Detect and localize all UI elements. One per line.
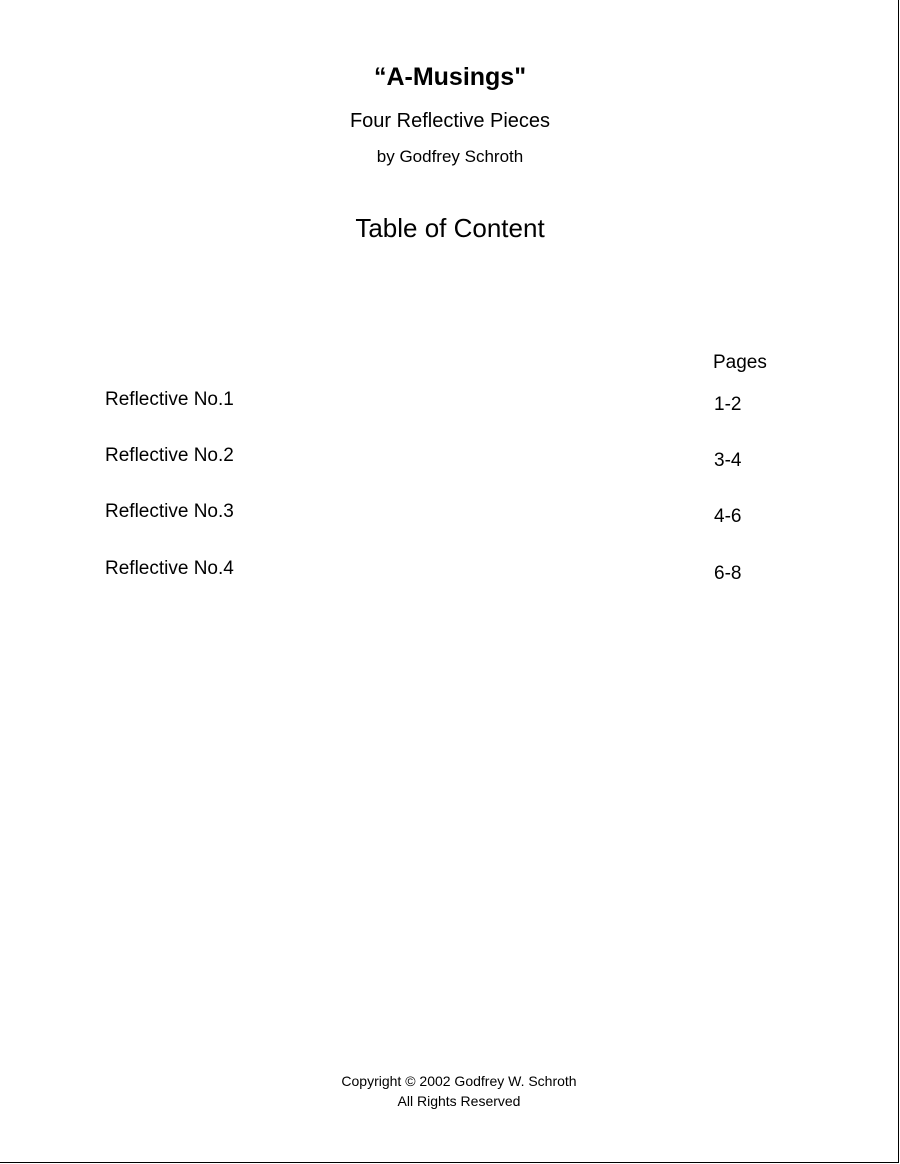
toc-entry-pages: 6-8 xyxy=(714,563,742,584)
document-subtitle: Four Reflective Pieces xyxy=(349,110,551,132)
toc-entry-title: Reflective No.4 xyxy=(105,558,234,579)
toc-entry xyxy=(0,500,900,526)
toc-heading: Table of Content xyxy=(355,213,545,243)
toc-entry xyxy=(0,444,900,470)
toc-entry-title: Reflective No.3 xyxy=(105,501,234,522)
toc-entry-title: Reflective No.1 xyxy=(105,389,234,410)
toc-entry-pages: 4-6 xyxy=(714,506,742,527)
copyright-line: Copyright © 2002 Godfrey W. Schroth xyxy=(341,1073,577,1089)
toc-entry xyxy=(0,557,900,583)
author-line: by Godfrey Schroth xyxy=(376,147,524,166)
toc-entry-pages: 3-4 xyxy=(714,450,742,471)
copyright-block xyxy=(0,1071,900,1111)
rights-line: All Rights Reserved xyxy=(397,1093,521,1109)
pages-column-header: Pages xyxy=(713,352,767,373)
toc-entry-pages: 1-2 xyxy=(714,394,742,415)
document-title: “A-Musings" xyxy=(373,63,527,91)
toc-entry-title: Reflective No.2 xyxy=(105,445,234,466)
toc-entry xyxy=(0,388,900,414)
